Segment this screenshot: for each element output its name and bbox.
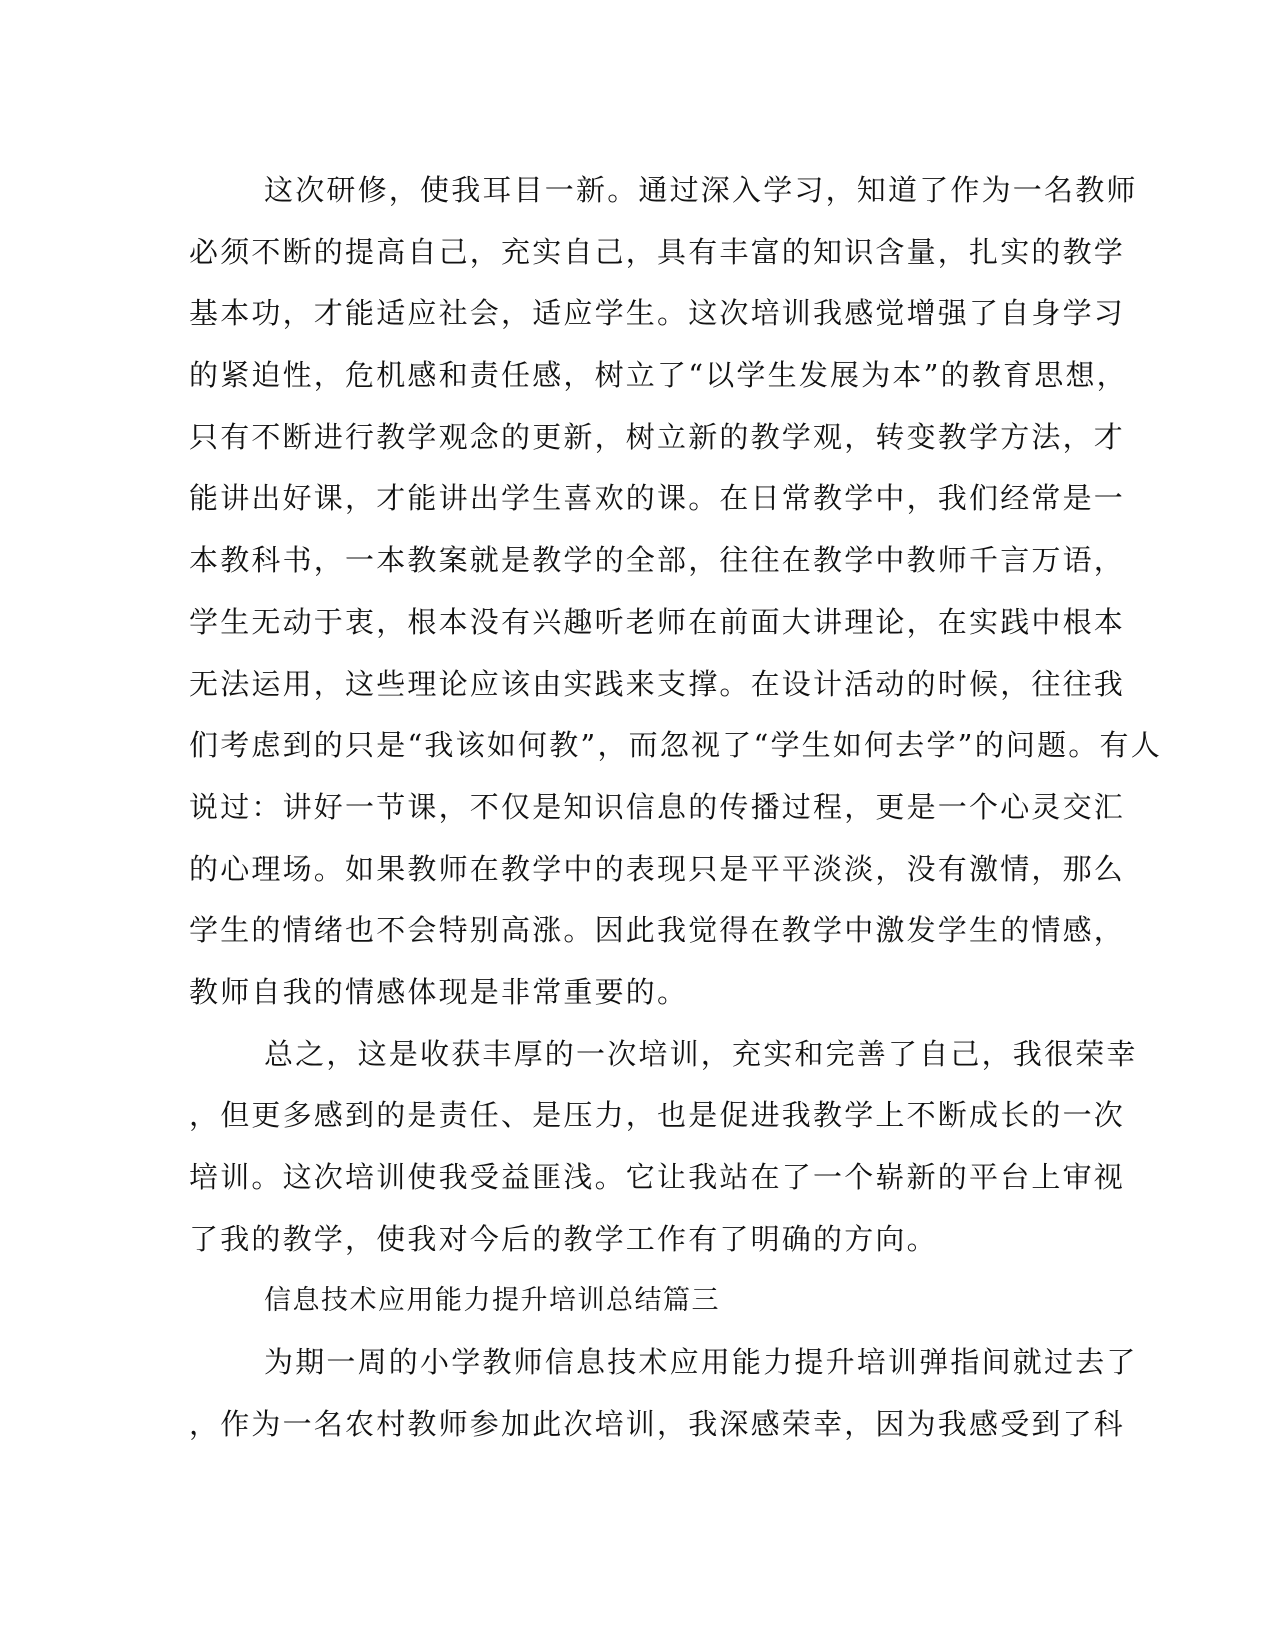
text-line: 学生无动于衷，根本没有兴趣听老师在前面大讲理论，在实践中根本 [189, 604, 1126, 639]
text-line: 基本功，才能适应社会，适应学生。这次培训我感觉增强了自身学习 [189, 296, 1126, 331]
text-line: 了我的教学，使我对今后的教学工作有了明确的方向。 [189, 1221, 938, 1256]
text-line: 的心理场。如果教师在教学中的表现只是平平淡淡，没有激情，那么 [189, 851, 1126, 886]
text-line: ，作为一名农村教师参加此次培训，我深感荣幸，因为我感受到了科 [189, 1406, 1126, 1441]
text-line: ，但更多感到的是责任、是压力，也是促进我教学上不断成长的一次 [189, 1098, 1126, 1133]
text-line: 说过：讲好一节课，不仅是知识信息的传播过程，更是一个心灵交汇 [189, 789, 1126, 824]
document-body [189, 160, 1162, 1455]
text-line: 学生的情绪也不会特别高涨。因此我觉得在教学中激发学生的情感， [189, 913, 1126, 948]
paragraph-3 [189, 1332, 1138, 1455]
paragraph-1 [189, 160, 1162, 1024]
text-line: 只有不断进行教学观念的更新，树立新的教学观，转变教学方法，才 [189, 419, 1126, 454]
section-heading: 信息技术应用能力提升培训总结篇三 [264, 1285, 720, 1317]
paragraph-2 [189, 1024, 1138, 1271]
text-line: 为期一周的小学教师信息技术应用能力提升培训弹指间就过去了 [264, 1345, 1138, 1380]
text-line: 的紧迫性，危机感和责任感，树立了“以学生发展为本”的教育思想， [189, 358, 1128, 393]
text-line: 这次研修，使我耳目一新。通过深入学习，知道了作为一名教师 [264, 173, 1138, 207]
text-line: 本教科书，一本教案就是教学的全部，往往在教学中教师千言万语， [189, 543, 1126, 578]
text-line: 必须不断的提高自己，充实自己，具有丰富的知识含量，扎实的教学 [189, 234, 1126, 269]
text-line: 无法运用，这些理论应该由实践来支撑。在设计活动的时候，往往我 [189, 666, 1126, 701]
text-line: 们考虑到的只是“我该如何教”，而忽视了“学生如何去学”的问题。有人 [189, 728, 1162, 763]
text-line: 能讲出好课，才能讲出学生喜欢的课。在日常教学中，我们经常是一 [189, 481, 1126, 516]
text-line: 总之，这是收获丰厚的一次培训，充实和完善了自己，我很荣幸 [264, 1036, 1138, 1071]
text-line: 培训。这次培训使我受益匪浅。它让我站在了一个崭新的平台上审视 [189, 1160, 1126, 1194]
text-line: 教师自我的情感体现是非常重要的。 [189, 974, 689, 1009]
